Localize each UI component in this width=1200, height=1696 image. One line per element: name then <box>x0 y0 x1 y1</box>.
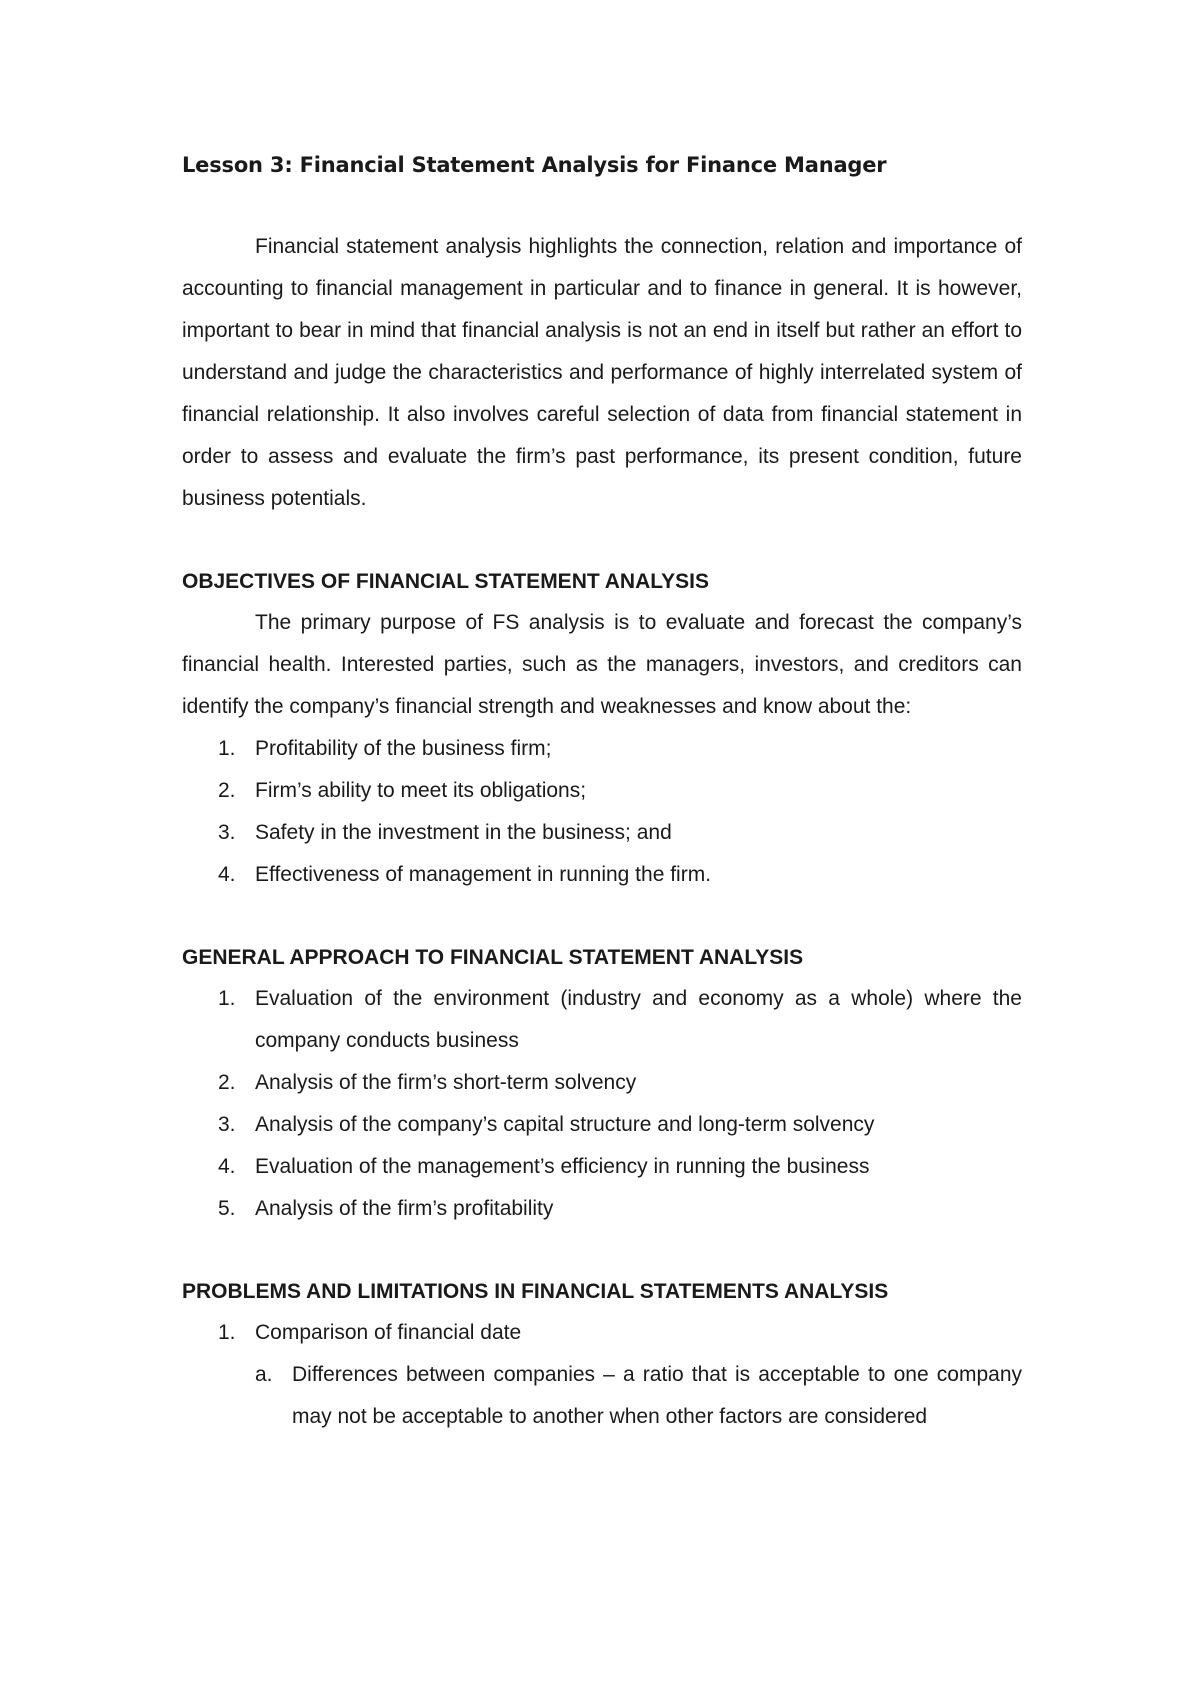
list-number: 3. <box>218 821 236 844</box>
list-number: 5. <box>218 1197 236 1220</box>
list-item <box>182 728 1022 770</box>
list-item-text: Profitability of the business firm; <box>255 737 552 760</box>
approach-heading: GENERAL APPROACH TO FINANCIAL STATEMENT ANALYSIS <box>182 946 804 969</box>
list-item <box>182 1146 1022 1188</box>
list-item <box>182 1188 1022 1230</box>
spacer <box>182 184 1022 226</box>
spacer <box>182 896 1022 938</box>
list-item-text: Analysis of the company’s capital structure and long-term solvency <box>255 1113 875 1136</box>
list-item <box>182 1104 1022 1146</box>
list-number: 2. <box>218 1071 236 1094</box>
list-number: 1. <box>218 737 236 760</box>
list-number: 1. <box>218 987 236 1010</box>
list-item-text: Analysis of the firm’s short-term solvency <box>255 1071 637 1094</box>
problems-sublist <box>255 1354 1022 1438</box>
list-item-text: Analysis of the firm’s profitability <box>255 1197 554 1220</box>
list-number: 4. <box>218 1155 236 1178</box>
objectives-list <box>182 728 1022 896</box>
list-item-text: Effectiveness of management in running the firm. <box>255 863 712 886</box>
lesson-title: Lesson 3: Financial Statement Analysis for Finance Manager <box>182 153 887 177</box>
list-item-text: Evaluation of the management’s efficiency in running the business <box>255 1155 870 1178</box>
list-number: 2. <box>218 779 236 802</box>
document-page <box>182 146 1022 1438</box>
sublist-item-text: Differences between companies – a ratio that is acceptable to one company may not be acceptable to another when other factors are considered <box>292 1363 1022 1428</box>
sublist-item <box>255 1354 1022 1438</box>
problems-heading: PROBLEMS AND LIMITATIONS IN FINANCIAL STATEMENTS ANALYSIS <box>182 1280 889 1303</box>
objectives-paragraph: The primary purpose of FS analysis is to evaluate and forecast the company’s financial health. Interested parties, such as the managers, investors, and creditors can identify the company’s financial strength and weaknesses and know about the: <box>182 611 1022 718</box>
approach-list <box>182 978 1022 1230</box>
list-item-text: Firm’s ability to meet its obligations; <box>255 779 587 802</box>
list-item-text: Comparison of financial date <box>255 1321 522 1344</box>
list-item <box>182 812 1022 854</box>
list-item <box>182 770 1022 812</box>
sublist-letter: a. <box>255 1363 273 1386</box>
problems-list <box>182 1312 1022 1438</box>
spacer <box>182 520 1022 562</box>
intro-paragraph: Financial statement analysis highlights the connection, relation and importance of accounting to financial management in particular and to finance in general. It is however, important to bear in mind that financial analysis is not an end in itself but rather an effort to understand and judge the characteristics and performance of highly interrelated system of financial relationship. It also involves careful selection of data from financial statement in order to assess and evaluate the firm’s past performance, its present condition, future business potentials. <box>182 235 1022 510</box>
list-number: 3. <box>218 1113 236 1136</box>
list-number: 4. <box>218 863 236 886</box>
objectives-heading: OBJECTIVES OF FINANCIAL STATEMENT ANALYSIS <box>182 570 709 593</box>
list-item <box>182 1062 1022 1104</box>
list-item <box>182 1312 1022 1438</box>
list-item <box>182 978 1022 1062</box>
list-item-text: Evaluation of the environment (industry and economy as a whole) where the company conducts business <box>255 987 1022 1052</box>
list-item-text: Safety in the investment in the business; and <box>255 821 672 844</box>
spacer <box>182 1230 1022 1272</box>
list-number: 1. <box>218 1321 236 1344</box>
list-item <box>182 854 1022 896</box>
